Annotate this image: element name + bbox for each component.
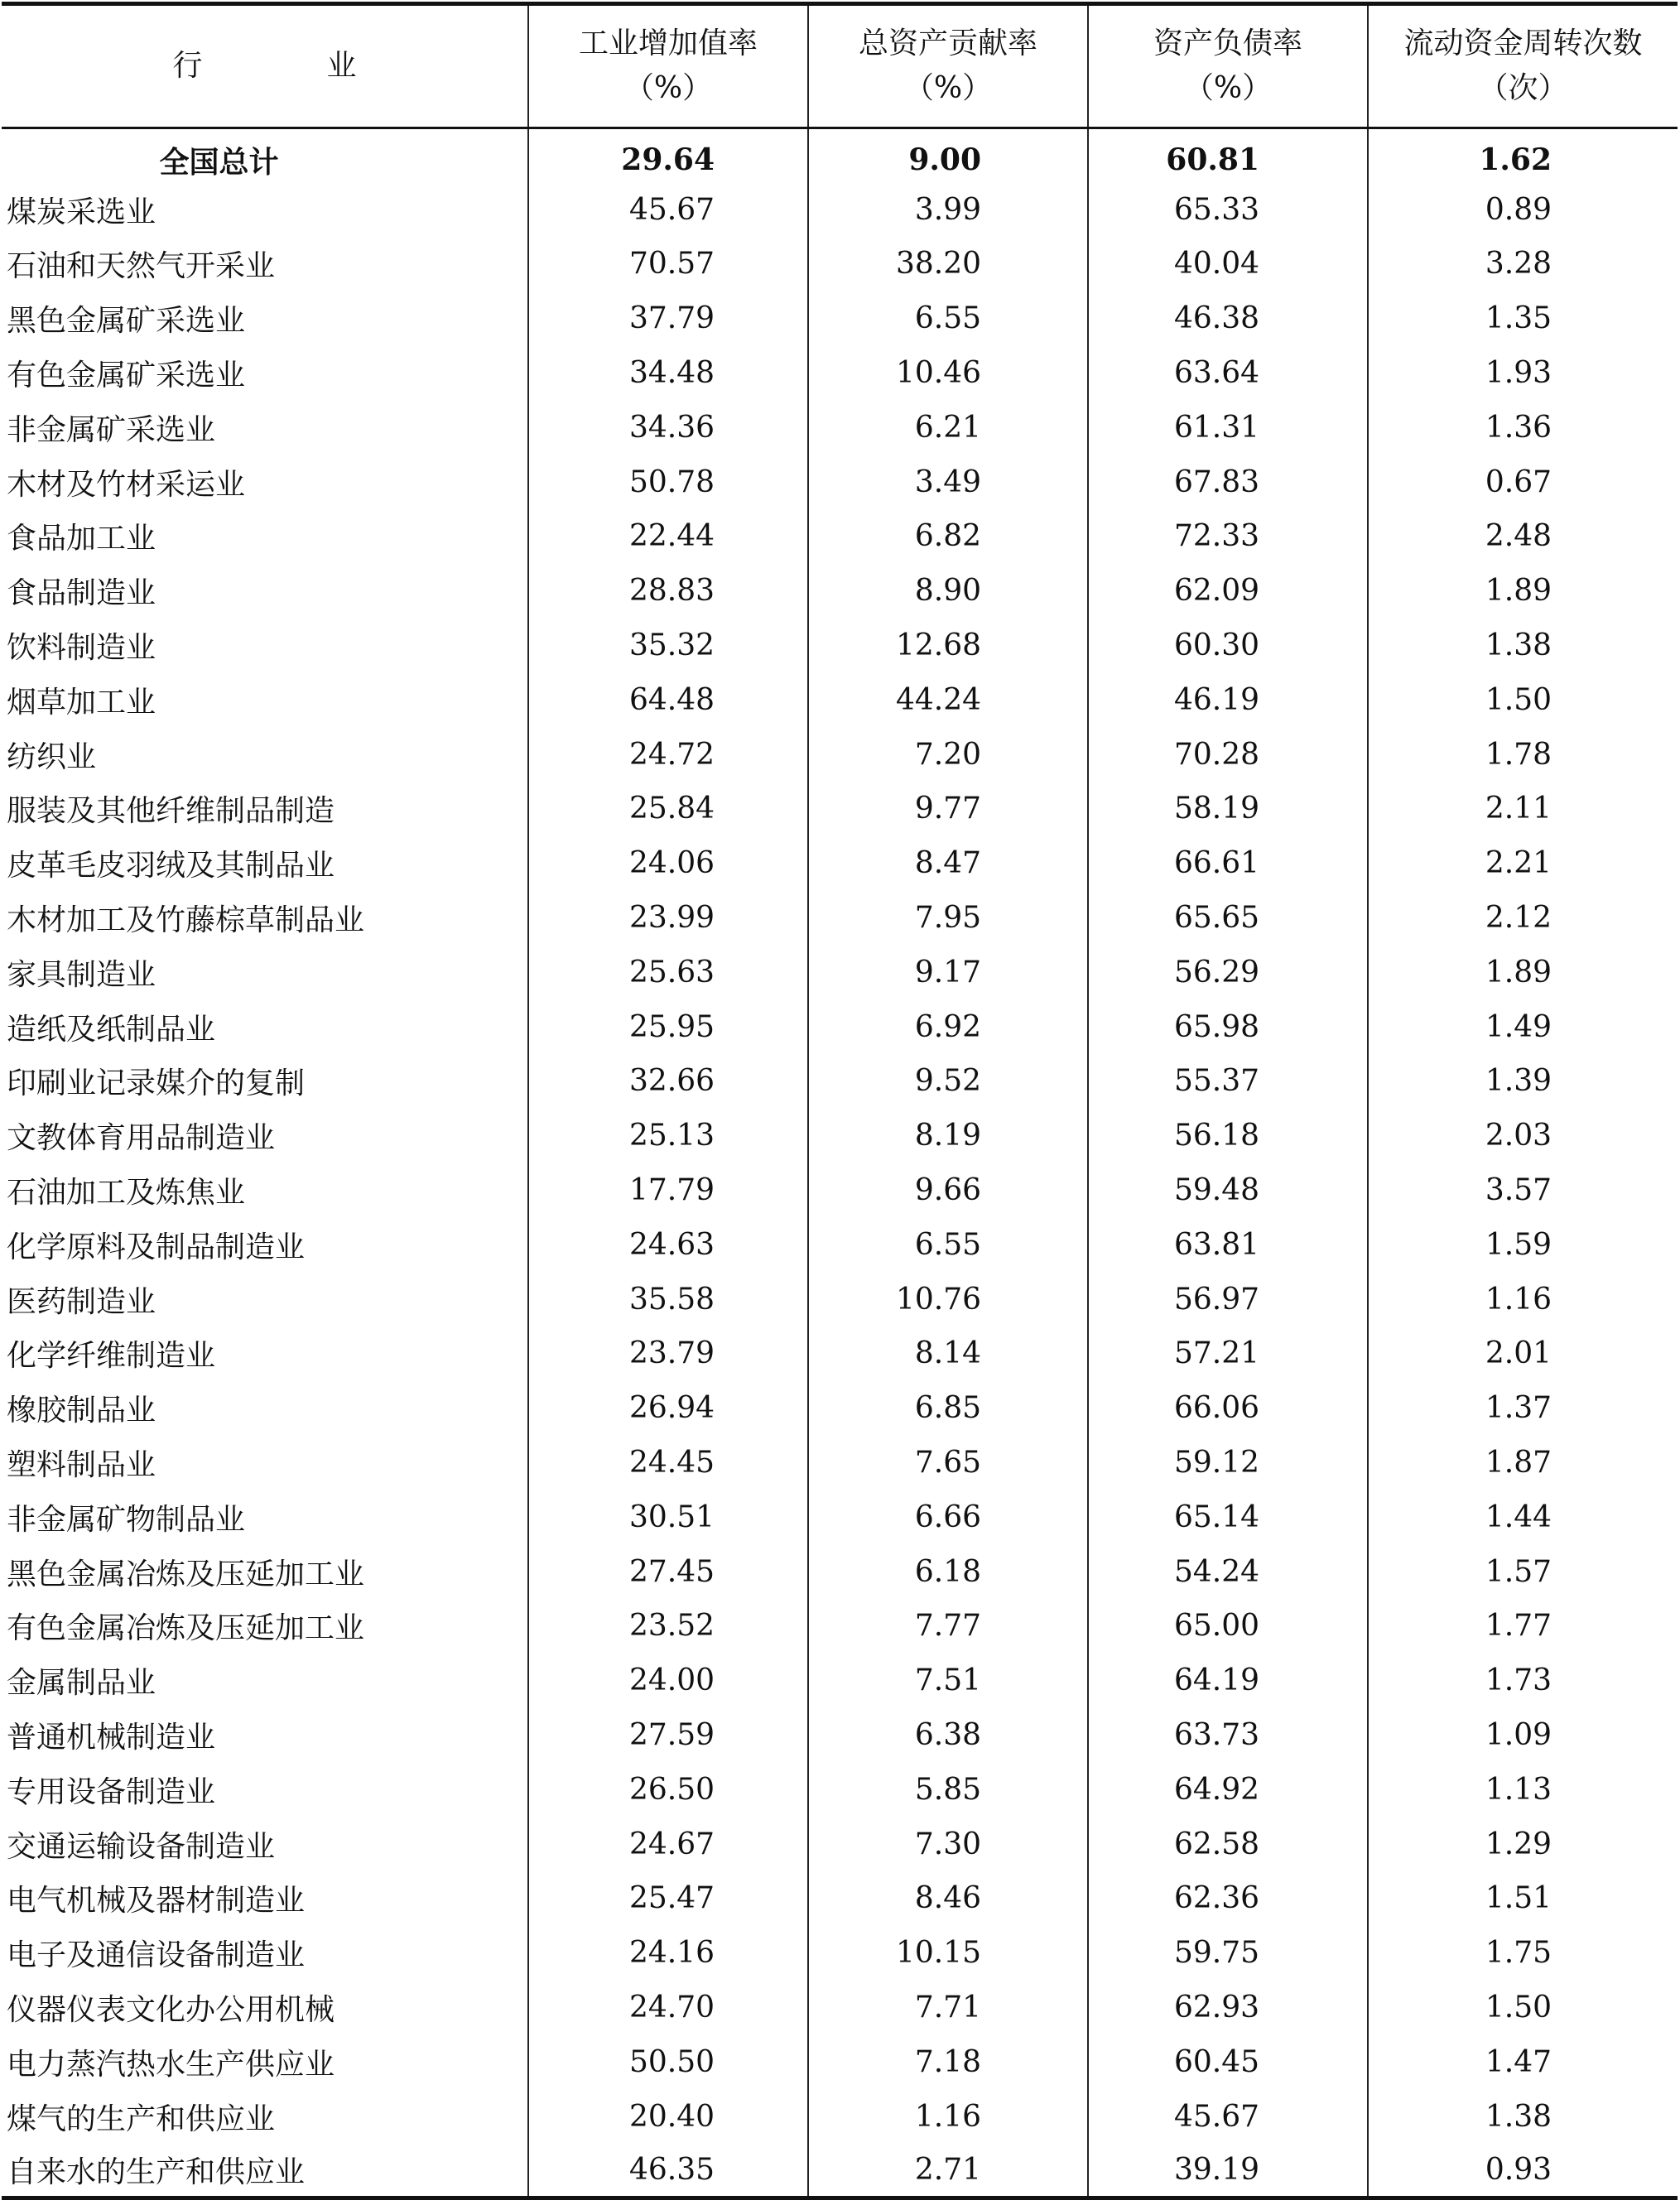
column-title: 工业增加值率: [578, 26, 758, 60]
asset-contribution-rate-cell: 1.16: [808, 2089, 1088, 2144]
working-capital-turnover-cell: 1.47: [1368, 2034, 1678, 2089]
column-title: 流动资金周转次数: [1403, 26, 1643, 60]
debt-to-asset-ratio-cell: 62.93: [1088, 1981, 1368, 2035]
table-row: [2, 619, 1678, 673]
asset-contribution-rate-cell: 6.66: [808, 1490, 1088, 1544]
asset-contribution-rate-cell: 6.85: [808, 1381, 1088, 1436]
industry-name-cell: 木材及竹材采运业: [7, 467, 246, 502]
asset-contribution-rate-cell: 6.55: [808, 1217, 1088, 1272]
column-header-industry: [2, 4, 528, 128]
debt-to-asset-ratio-cell: 40.04: [1088, 237, 1368, 291]
asset-contribution-rate-cell: 10.15: [808, 1926, 1088, 1981]
working-capital-turnover-cell: 1.09: [1368, 1708, 1678, 1763]
value-added-rate-cell: 24.67: [528, 1817, 808, 1871]
industry-name-cell: 塑料制品业: [7, 1448, 156, 1483]
column-header-debt-to-asset-ratio: [1088, 4, 1368, 128]
industry-name-cell: 普通机械制造业: [7, 1721, 216, 1755]
value-added-rate-cell: 45.67: [528, 182, 808, 237]
working-capital-turnover-cell: 2.48: [1368, 509, 1678, 564]
debt-to-asset-ratio-cell: 62.58: [1088, 1817, 1368, 1871]
value-added-rate-cell: 24.16: [528, 1926, 808, 1981]
debt-to-asset-ratio-cell: 60.45: [1088, 2034, 1368, 2089]
industry-name-cell: 烟草加工业: [7, 685, 156, 720]
debt-to-asset-ratio-cell: 65.98: [1088, 999, 1368, 1054]
column-unit: （%）: [623, 71, 713, 105]
working-capital-turnover-cell: 1.93: [1368, 346, 1678, 401]
column-unit: （次）: [1478, 71, 1568, 105]
value-added-rate-cell: 24.06: [528, 836, 808, 891]
value-added-rate-cell: 20.40: [528, 2089, 808, 2144]
asset-contribution-rate-cell: 7.51: [808, 1654, 1088, 1708]
working-capital-turnover-cell: 0.93: [1368, 2144, 1678, 2198]
industry-name-cell: 金属制品业: [7, 1666, 156, 1701]
value-added-rate-cell: 28.83: [528, 564, 808, 619]
working-capital-turnover-cell: 1.39: [1368, 1054, 1678, 1109]
asset-contribution-rate-cell: 9.17: [808, 945, 1088, 999]
asset-contribution-rate-cell: 7.77: [808, 1599, 1088, 1654]
industry-name-cell: 医药制造业: [7, 1284, 156, 1319]
asset-contribution-rate-cell: 6.55: [808, 291, 1088, 346]
value-added-rate-cell: 34.36: [528, 400, 808, 455]
working-capital-turnover-cell: 2.12: [1368, 891, 1678, 946]
value-added-rate-cell: 17.79: [528, 1163, 808, 1218]
value-added-rate-cell: 26.50: [528, 1762, 808, 1817]
value-added-rate-cell: 24.45: [528, 1436, 808, 1490]
debt-to-asset-ratio-cell: 56.29: [1088, 945, 1368, 999]
asset-contribution-rate-cell: 5.85: [808, 1762, 1088, 1817]
working-capital-turnover-cell: 1.57: [1368, 1544, 1678, 1599]
industry-name-cell: 化学原料及制品制造业: [7, 1230, 306, 1264]
debt-to-asset-ratio-cell: 59.12: [1088, 1436, 1368, 1490]
working-capital-turnover-cell: 1.16: [1368, 1272, 1678, 1326]
table-row: [2, 1381, 1678, 1436]
asset-contribution-rate-cell: 8.47: [808, 836, 1088, 891]
debt-to-asset-ratio-cell: 58.19: [1088, 782, 1368, 836]
debt-to-asset-ratio-cell: 63.73: [1088, 1708, 1368, 1763]
debt-to-asset-ratio-cell: 66.06: [1088, 1381, 1368, 1436]
industry-name-cell: 黑色金属冶炼及压延加工业: [7, 1557, 365, 1591]
value-added-rate-cell: 23.79: [528, 1326, 808, 1381]
header-row: [2, 4, 1678, 128]
industry-name-cell: 食品制造业: [7, 576, 156, 611]
total-row: [2, 128, 1678, 183]
table-row: [2, 564, 1678, 619]
asset-contribution-rate-cell: 7.18: [808, 2034, 1088, 2089]
asset-contribution-rate-cell: 2.71: [808, 2144, 1088, 2198]
asset-contribution-rate-cell: 6.38: [808, 1708, 1088, 1763]
working-capital-turnover-cell: 1.73: [1368, 1654, 1678, 1708]
column-unit: （%）: [903, 71, 993, 105]
asset-contribution-rate-cell: 6.18: [808, 1544, 1088, 1599]
value-added-rate-cell: 50.50: [528, 2034, 808, 2089]
asset-contribution-rate-cell: 7.71: [808, 1981, 1088, 2035]
industry-name-cell: 化学纤维制造业: [7, 1339, 216, 1374]
working-capital-turnover-cell: 1.44: [1368, 1490, 1678, 1544]
asset-contribution-rate-cell: 9.66: [808, 1163, 1088, 1218]
industry-name-cell: 造纸及纸制品业: [7, 1012, 216, 1047]
table-row: [2, 182, 1678, 237]
column-unit: （%）: [1183, 71, 1273, 105]
debt-to-asset-ratio-cell: 60.81: [1088, 128, 1368, 183]
working-capital-turnover-cell: 1.37: [1368, 1381, 1678, 1436]
working-capital-turnover-cell: 1.87: [1368, 1436, 1678, 1490]
working-capital-turnover-cell: 1.51: [1368, 1871, 1678, 1926]
industry-name-cell: 电气机械及器材制造业: [7, 1884, 306, 1919]
industry-name-cell: 木材加工及竹藤棕草制品业: [7, 903, 365, 938]
table-row: [2, 1272, 1678, 1326]
table-row: [2, 346, 1678, 401]
asset-contribution-rate-cell: 8.19: [808, 1109, 1088, 1163]
table-header: [2, 4, 1678, 128]
value-added-rate-cell: 26.94: [528, 1381, 808, 1436]
debt-to-asset-ratio-cell: 63.81: [1088, 1217, 1368, 1272]
table-row: [2, 1762, 1678, 1817]
industry-name-cell: 饮料制造业: [7, 631, 156, 666]
column-header-working-capital-turnover: [1368, 4, 1678, 128]
value-added-rate-cell: 70.57: [528, 237, 808, 291]
value-added-rate-cell: 64.48: [528, 672, 808, 727]
working-capital-turnover-cell: 1.50: [1368, 672, 1678, 727]
value-added-rate-cell: 23.52: [528, 1599, 808, 1654]
debt-to-asset-ratio-cell: 64.92: [1088, 1762, 1368, 1817]
value-added-rate-cell: 30.51: [528, 1490, 808, 1544]
column-header-value-added-rate: [528, 4, 808, 128]
column-title: 总资产贡献率: [858, 26, 1037, 60]
working-capital-turnover-cell: 1.38: [1368, 2089, 1678, 2144]
debt-to-asset-ratio-cell: 65.33: [1088, 182, 1368, 237]
asset-contribution-rate-cell: 7.65: [808, 1436, 1088, 1490]
industry-name-cell: 交通运输设备制造业: [7, 1829, 276, 1864]
value-added-rate-cell: 24.63: [528, 1217, 808, 1272]
asset-contribution-rate-cell: 8.90: [808, 564, 1088, 619]
table-row: [2, 1109, 1678, 1163]
asset-contribution-rate-cell: 12.68: [808, 619, 1088, 673]
working-capital-turnover-cell: 0.89: [1368, 182, 1678, 237]
table-row: [2, 2034, 1678, 2089]
asset-contribution-rate-cell: 8.46: [808, 1871, 1088, 1926]
working-capital-turnover-cell: 1.49: [1368, 999, 1678, 1054]
industry-name-cell: 自来水的生产和供应业: [2, 2144, 528, 2198]
debt-to-asset-ratio-cell: 60.30: [1088, 619, 1368, 673]
industry-name-cell: 电力蒸汽热水生产供应业: [7, 2047, 335, 2082]
industry-header-char-2: 业: [326, 49, 357, 83]
table-row: [2, 400, 1678, 455]
industry-name-cell: 橡胶制品业: [7, 1394, 156, 1428]
table-row: [2, 891, 1678, 946]
working-capital-turnover-cell: 1.77: [1368, 1599, 1678, 1654]
industry-name-cell: 印刷业记录媒介的复制: [7, 1066, 306, 1101]
asset-contribution-rate-cell: 3.99: [808, 182, 1088, 237]
working-capital-turnover-cell: 0.67: [1368, 455, 1678, 509]
industry-name-cell: 非金属矿采选业: [7, 412, 216, 447]
table-row: [2, 1217, 1678, 1272]
working-capital-turnover-cell: 1.59: [1368, 1217, 1678, 1272]
industry-name-cell: 皮革毛皮羽绒及其制品业: [7, 849, 335, 883]
asset-contribution-rate-cell: 10.46: [808, 346, 1088, 401]
working-capital-turnover-cell: 1.36: [1368, 400, 1678, 455]
value-added-rate-cell: 50.78: [528, 455, 808, 509]
column-title: 资产负债率: [1153, 26, 1302, 60]
working-capital-turnover-cell: 1.89: [1368, 945, 1678, 999]
debt-to-asset-ratio-cell: 46.38: [1088, 291, 1368, 346]
working-capital-turnover-cell: 1.75: [1368, 1926, 1678, 1981]
working-capital-turnover-cell: 2.11: [1368, 782, 1678, 836]
industry-name-cell: 文教体育用品制造业: [7, 1121, 276, 1156]
industry-name-cell: 有色金属冶炼及压延加工业: [7, 1611, 365, 1646]
table-row: [2, 1326, 1678, 1381]
value-added-rate-cell: 25.13: [528, 1109, 808, 1163]
value-added-rate-cell: 24.72: [528, 727, 808, 782]
table-row: [2, 1054, 1678, 1109]
working-capital-turnover-cell: 3.57: [1368, 1163, 1678, 1218]
value-added-rate-cell: 35.32: [528, 619, 808, 673]
debt-to-asset-ratio-cell: 59.48: [1088, 1163, 1368, 1218]
debt-to-asset-ratio-cell: 57.21: [1088, 1326, 1368, 1381]
debt-to-asset-ratio-cell: 62.09: [1088, 564, 1368, 619]
table-body: [2, 128, 1678, 2198]
table-row: [2, 1490, 1678, 1544]
table-row: [2, 1599, 1678, 1654]
working-capital-turnover-cell: 1.29: [1368, 1817, 1678, 1871]
debt-to-asset-ratio-cell: 61.31: [1088, 400, 1368, 455]
asset-contribution-rate-cell: 7.30: [808, 1817, 1088, 1871]
asset-contribution-rate-cell: 9.00: [808, 128, 1088, 183]
industry-name-cell: 非金属矿物制品业: [7, 1502, 246, 1537]
asset-contribution-rate-cell: 3.49: [808, 455, 1088, 509]
value-added-rate-cell: 24.70: [528, 1981, 808, 2035]
table-row: [2, 1436, 1678, 1490]
working-capital-turnover-cell: 3.28: [1368, 237, 1678, 291]
debt-to-asset-ratio-cell: 72.33: [1088, 509, 1368, 564]
table-row: [2, 836, 1678, 891]
asset-contribution-rate-cell: 7.20: [808, 727, 1088, 782]
table-row: [2, 2144, 1678, 2198]
value-added-rate-cell: 37.79: [528, 291, 808, 346]
working-capital-turnover-cell: 1.89: [1368, 564, 1678, 619]
debt-to-asset-ratio-cell: 56.18: [1088, 1109, 1368, 1163]
table-row: [2, 2089, 1678, 2144]
table-row: [2, 782, 1678, 836]
asset-contribution-rate-cell: 9.77: [808, 782, 1088, 836]
working-capital-turnover-cell: 1.35: [1368, 291, 1678, 346]
industry-name-cell: 家具制造业: [7, 957, 156, 992]
industry-name-cell: 专用设备制造业: [7, 1774, 216, 1809]
debt-to-asset-ratio-cell: 70.28: [1088, 727, 1368, 782]
industry-name-cell: 全国总计: [159, 144, 279, 180]
table-row: [2, 1871, 1678, 1926]
value-added-rate-cell: 27.59: [528, 1708, 808, 1763]
debt-to-asset-ratio-cell: 67.83: [1088, 455, 1368, 509]
value-added-rate-cell: 34.48: [528, 346, 808, 401]
working-capital-turnover-cell: 1.13: [1368, 1762, 1678, 1817]
industry-name-cell: 食品加工业: [7, 522, 156, 556]
table-row: [2, 509, 1678, 564]
value-added-rate-cell: 22.44: [528, 509, 808, 564]
table-row: [2, 1926, 1678, 1981]
debt-to-asset-ratio-cell: 55.37: [1088, 1054, 1368, 1109]
debt-to-asset-ratio-cell: 54.24: [1088, 1544, 1368, 1599]
industry-header-char-1: 行: [172, 49, 203, 83]
value-added-rate-cell: 32.66: [528, 1054, 808, 1109]
industry-name-cell: 服装及其他纤维制品制造: [7, 794, 335, 829]
asset-contribution-rate-cell: 9.52: [808, 1054, 1088, 1109]
debt-to-asset-ratio-cell: 65.14: [1088, 1490, 1368, 1544]
working-capital-turnover-cell: 1.62: [1368, 128, 1678, 183]
debt-to-asset-ratio-cell: 66.61: [1088, 836, 1368, 891]
working-capital-turnover-cell: 1.78: [1368, 727, 1678, 782]
industry-name-cell: 石油和天然气开采业: [7, 249, 276, 284]
industry-name-cell: 仪器仪表文化办公用机械: [7, 1992, 335, 2027]
asset-contribution-rate-cell: 10.76: [808, 1272, 1088, 1326]
working-capital-turnover-cell: 1.38: [1368, 619, 1678, 673]
table-row: [2, 1544, 1678, 1599]
asset-contribution-rate-cell: 8.14: [808, 1326, 1088, 1381]
debt-to-asset-ratio-cell: 64.19: [1088, 1654, 1368, 1708]
column-header-asset-contribution-rate: [808, 4, 1088, 128]
table-row: [2, 1817, 1678, 1871]
value-added-rate-cell: 46.35: [528, 2144, 808, 2198]
table-row: [2, 1708, 1678, 1763]
industry-name-cell: 煤炭采选业: [7, 195, 156, 229]
table-row: [2, 999, 1678, 1054]
value-added-rate-cell: 25.95: [528, 999, 808, 1054]
table-row: [2, 455, 1678, 509]
working-capital-turnover-cell: 2.01: [1368, 1326, 1678, 1381]
table-row: [2, 1654, 1678, 1708]
industry-name-cell: 电子及通信设备制造业: [7, 1938, 306, 1973]
working-capital-turnover-cell: 2.03: [1368, 1109, 1678, 1163]
working-capital-turnover-cell: 1.50: [1368, 1981, 1678, 2035]
debt-to-asset-ratio-cell: 56.97: [1088, 1272, 1368, 1326]
table-row: [2, 945, 1678, 999]
asset-contribution-rate-cell: 44.24: [808, 672, 1088, 727]
debt-to-asset-ratio-cell: 65.65: [1088, 891, 1368, 946]
debt-to-asset-ratio-cell: 45.67: [1088, 2089, 1368, 2144]
industry-name-cell: 黑色金属矿采选业: [7, 304, 246, 339]
value-added-rate-cell: 23.99: [528, 891, 808, 946]
asset-contribution-rate-cell: 6.82: [808, 509, 1088, 564]
value-added-rate-cell: 27.45: [528, 1544, 808, 1599]
value-added-rate-cell: 24.00: [528, 1654, 808, 1708]
industry-name-cell: 纺织业: [7, 739, 97, 774]
value-added-rate-cell: 29.64: [528, 128, 808, 183]
asset-contribution-rate-cell: 7.95: [808, 891, 1088, 946]
table-row: [2, 672, 1678, 727]
value-added-rate-cell: 25.47: [528, 1871, 808, 1926]
debt-to-asset-ratio-cell: 46.19: [1088, 672, 1368, 727]
value-added-rate-cell: 25.63: [528, 945, 808, 999]
debt-to-asset-ratio-cell: 62.36: [1088, 1871, 1368, 1926]
value-added-rate-cell: 35.58: [528, 1272, 808, 1326]
debt-to-asset-ratio-cell: 39.19: [1088, 2144, 1368, 2198]
industry-name-cell: 煤气的生产和供应业: [7, 2101, 276, 2136]
table-row: [2, 1163, 1678, 1218]
debt-to-asset-ratio-cell: 63.64: [1088, 346, 1368, 401]
asset-contribution-rate-cell: 6.92: [808, 999, 1088, 1054]
asset-contribution-rate-cell: 6.21: [808, 400, 1088, 455]
debt-to-asset-ratio-cell: 59.75: [1088, 1926, 1368, 1981]
table-row: [2, 1981, 1678, 2035]
table-row: [2, 727, 1678, 782]
value-added-rate-cell: 25.84: [528, 782, 808, 836]
debt-to-asset-ratio-cell: 65.00: [1088, 1599, 1368, 1654]
asset-contribution-rate-cell: 38.20: [808, 237, 1088, 291]
working-capital-turnover-cell: 2.21: [1368, 836, 1678, 891]
table-row: [2, 291, 1678, 346]
industry-name-cell: 石油加工及炼焦业: [7, 1176, 246, 1211]
industry-name-cell: 有色金属矿采选业: [7, 359, 246, 393]
industry-indicators-table: [2, 2, 1678, 2200]
table-row: [2, 237, 1678, 291]
